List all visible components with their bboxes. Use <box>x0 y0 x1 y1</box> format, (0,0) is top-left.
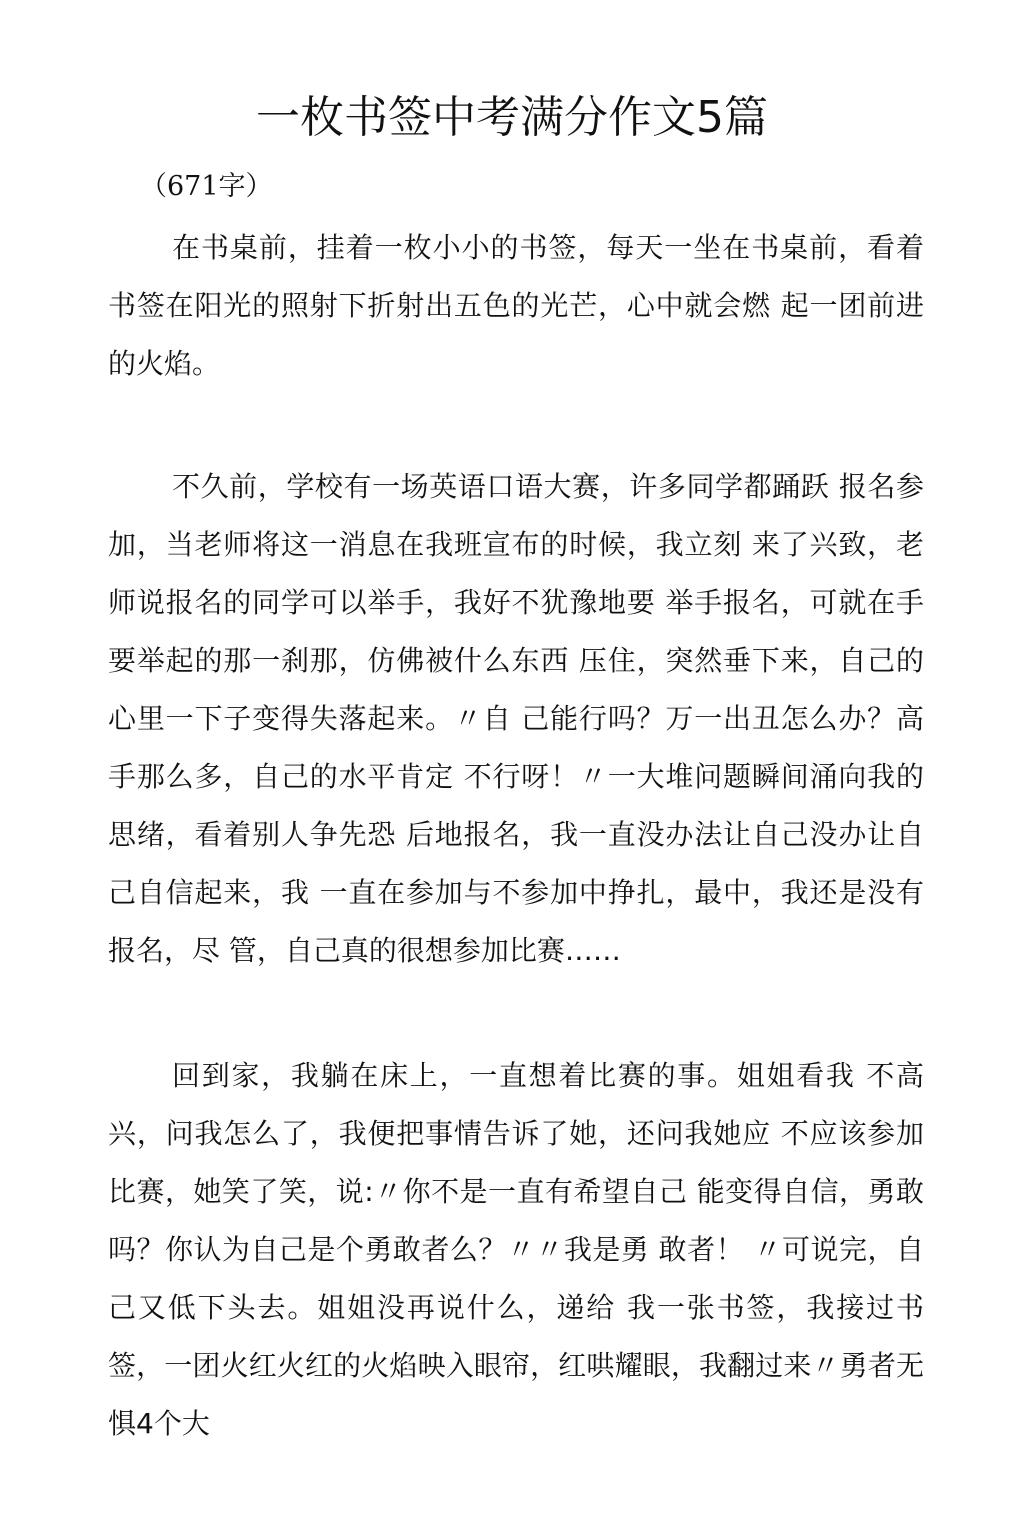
paragraph-2: 不久前，学校有一场英语口语大赛，许多同学都踊跃 报名参加，当老师将这一消息在我班宣布的时候，我立刻 来了兴致，老师说报名的同学可以举手，我好不犹豫地要 举手报名，可就在手要举起的那一刹那，仿佛被什么东西 压住，突然垂下来，自己的心里一下子变得失落起来。〃自 己能行吗？万一出丑怎么办？高手那么多，自己的水平肯定 不行呀！〃一大堆问题瞬间涌向我的思绪，看着别人争先恐 后地报名，我一直没办法让自己没办让自己自信起来，我 一直在参加与不参加中挣扎，最中，我还是没有报名，尽 管，自己真的很想参加比赛…… <box>108 470 924 967</box>
document-title: 一枚书签中考满分作文5篇 <box>256 92 768 143</box>
word-count: （671字） <box>140 171 273 202</box>
paragraph-1: 在书桌前，挂着一枚小小的书签，每天一坐在书桌前，看着书签在阳光的照射下折射出五色的光芒，心中就会燃 起一团前进的火焰。 <box>108 231 924 380</box>
paragraph-3: 回到家，我躺在床上，一直想着比赛的事。姐姐看我 不高兴，问我怎么了，我便把事情告诉了她，还问我她应 不应该参加比赛，她笑了笑，说:〃你不是一直有希望自己 能变得自信，勇敢吗？你认为自己是个勇敢者么？〃〃我是勇 敢者！ 〃可说完，自己又低下头去。姐姐没再说什么，递给 我一张书签，我接过书签，一团火红火红的火焰映入眼帘，红哄耀眼，我翻过来〃勇者无惧4个大 <box>108 1059 924 1440</box>
